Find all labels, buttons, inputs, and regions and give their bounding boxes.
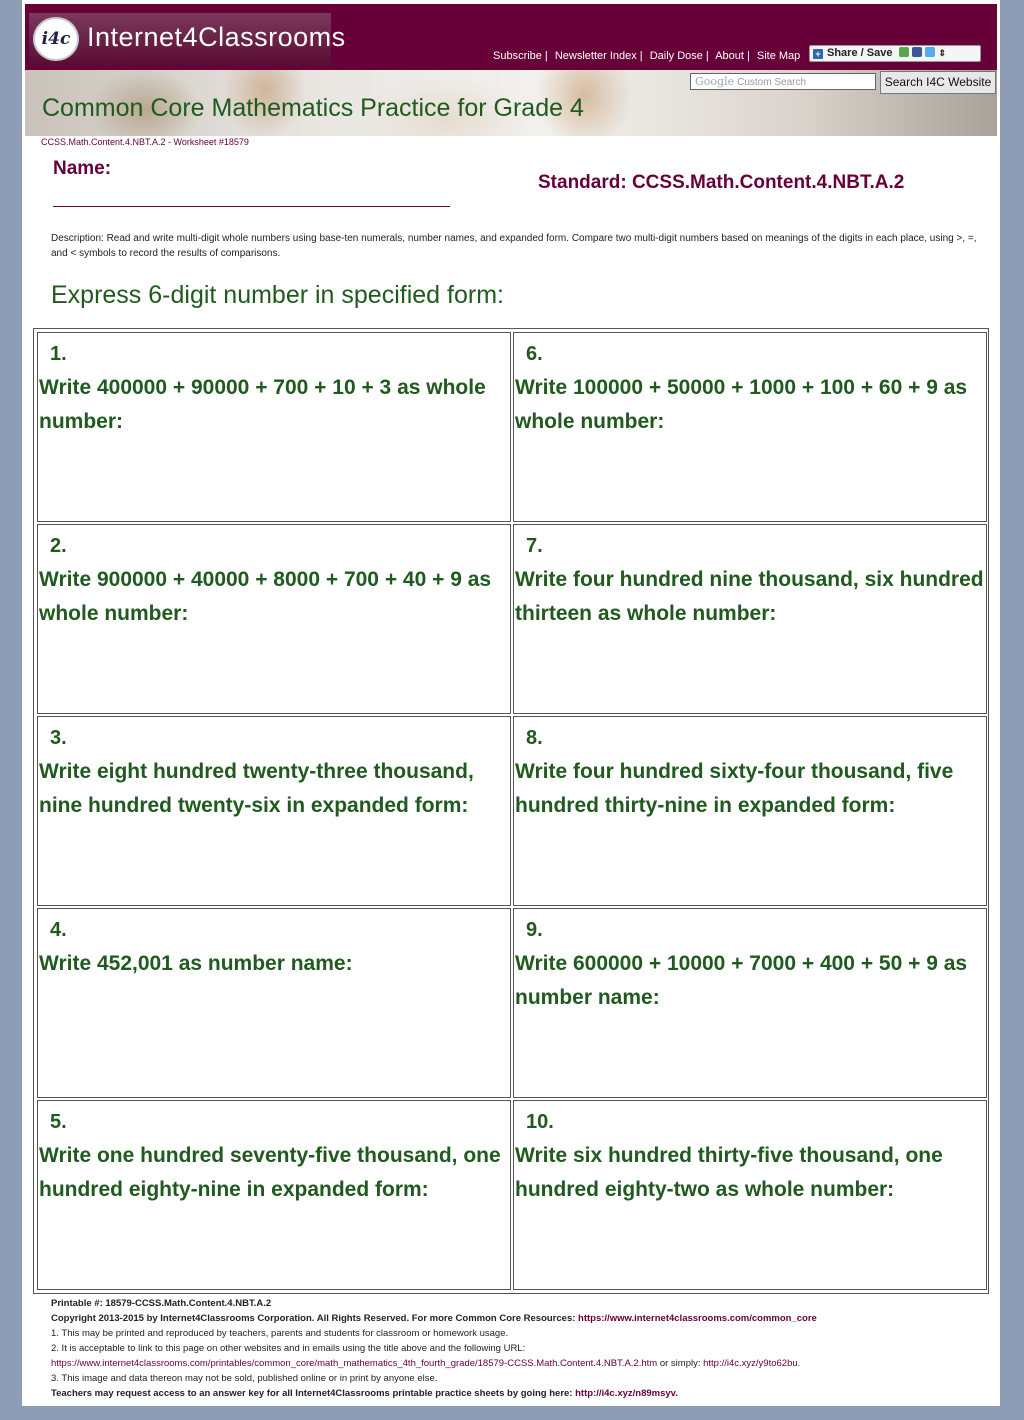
problem-number: 8.: [526, 727, 543, 749]
share-email-icon[interactable]: [899, 47, 909, 57]
problem-number: 10.: [526, 1111, 554, 1133]
problem-cell: [37, 332, 511, 522]
problem-text: Write six hundred thirty-five thousand, one hundred eighty-two as whole number:: [515, 1144, 943, 1201]
problem-number: 3.: [50, 727, 67, 749]
problem-text: Write four hundred nine thousand, six hundred thirteen as whole number:: [515, 568, 984, 625]
problem-text: Write 452,001 as number name:: [39, 952, 353, 975]
problem-number: 6.: [526, 343, 543, 365]
instruction-heading: Express 6-digit number in specified form:: [51, 281, 504, 309]
footer: [51, 1296, 991, 1401]
short-url-link[interactable]: http://i4c.xyz/y9to62bu: [703, 1358, 798, 1369]
twitter-icon[interactable]: [925, 47, 935, 57]
worksheet-url-link[interactable]: https://www.internet4classrooms.com/printables/common_core/math_mathematics_4th_fourth_grade/18579-CCSS.Math.Content.4.NBT.A.2.htm: [51, 1358, 658, 1369]
problem-cell: [513, 716, 987, 906]
search-button[interactable]: Search I4C Website: [880, 71, 996, 94]
problem-number: 9.: [526, 919, 543, 941]
common-core-link[interactable]: https://www.internet4classrooms.com/common_core: [578, 1313, 817, 1324]
problem-number: 4.: [50, 919, 67, 941]
share-plus-icon: +: [813, 49, 823, 59]
share-dropdown-icon[interactable]: ⇕: [938, 48, 947, 58]
problem-number: 5.: [50, 1111, 67, 1133]
google-logo: Google: [695, 75, 735, 88]
site-logo[interactable]: [29, 13, 346, 66]
problem-cell: [513, 332, 987, 522]
problem-text: Write 600000 + 10000 + 7000 + 400 + 50 + 9 as number name:: [515, 952, 968, 1009]
or-simply-text: or simply:: [659, 1358, 701, 1369]
facebook-icon[interactable]: [912, 47, 922, 57]
copyright-text: Copyright 2013-2015 by Internet4Classrooms Corporation. All Rights Reserved. For more Common Core Resources:: [51, 1313, 576, 1324]
search-input[interactable]: [690, 73, 876, 90]
problem-text: Write 100000 + 50000 + 1000 + 100 + 60 + 9 as whole number:: [515, 376, 968, 433]
problem-text: Write eight hundred twenty-three thousand, nine hundred twenty-six in expanded form:: [39, 760, 474, 817]
logo-text: Internet4Classrooms: [87, 22, 346, 52]
page-title: Common Core Mathematics Practice for Grade 4: [42, 94, 584, 122]
logo-badge-icon: i4c: [33, 17, 79, 61]
problem-number: 7.: [526, 535, 543, 557]
problems-grid: [33, 328, 989, 1294]
nav-daily-dose[interactable]: Daily Dose: [649, 50, 703, 62]
answer-key-text: Teachers may request access to an answer key for all Internet4Classrooms printable practice sheets by going here:: [51, 1388, 573, 1399]
usage-note-3: 3. This image and data thereon may not be sold, published online or in print by anyone else.: [51, 1373, 438, 1384]
problem-cell: [513, 524, 987, 714]
nav-site-map[interactable]: Site Map: [756, 50, 801, 62]
problem-cell: [37, 908, 511, 1098]
usage-note-2: 2. It is acceptable to link to this page on other websites and in emails using the title above and the following URL:: [51, 1343, 526, 1354]
printable-number: Printable #: 18579-CCSS.Math.Content.4.NBT.A.2: [51, 1298, 272, 1309]
share-label: Share / Save: [827, 47, 893, 59]
problem-text: Write 400000 + 90000 + 700 + 10 + 3 as whole number:: [39, 376, 486, 433]
problem-cell: [513, 1100, 987, 1290]
problem-text: Write one hundred seventy-five thousand, one hundred eighty-nine in expanded form:: [39, 1144, 501, 1201]
problem-cell: [513, 908, 987, 1098]
search-placeholder: Custom Search: [737, 77, 807, 88]
problem-cell: [37, 716, 511, 906]
problem-cell: [37, 524, 511, 714]
usage-note-2-urls: https://www.internet4classrooms.com/printables/common_core/math_mathematics_4th_fourth_grade/18579-CCSS.Math.Content.4.NBT.A.2.htm or simply: http://i4c.xyz/y9to62bu.: [51, 1358, 801, 1369]
name-line: [53, 206, 450, 207]
title-banner: [25, 70, 997, 136]
problem-text: Write 900000 + 40000 + 8000 + 700 + 40 + 9 as whole number:: [39, 568, 492, 625]
nav-newsletter-index[interactable]: Newsletter Index: [554, 50, 637, 62]
description: Description: Read and write multi-digit whole numbers using base-ten numerals, number names, and expanded form. Compare two multi-digit numbers based on meanings of the digits in each place, using >, =, and < symbols to record the results of comparisons.: [51, 233, 977, 259]
worksheet-page: [22, 0, 1000, 1406]
standard-label: Standard: CCSS.Math.Content.4.NBT.A.2: [538, 172, 905, 193]
top-navigation: Subscribe | Newsletter Index | Daily Dose | About | Site Map: [493, 50, 801, 62]
answer-key-link[interactable]: http://i4c.xyz/n89msyv: [575, 1388, 676, 1399]
problem-number: 2.: [50, 535, 67, 557]
problem-cell: [37, 1100, 511, 1290]
share-save-button[interactable]: [809, 45, 981, 62]
usage-note-1: 1. This may be printed and reproduced by teachers, parents and students for classroom or homework usage.: [51, 1328, 509, 1339]
worksheet-reference: CCSS.Math.Content.4.NBT.A.2 - Worksheet #18579: [41, 137, 249, 147]
nav-about[interactable]: About: [715, 50, 744, 62]
answer-key-line: Teachers may request access to an answer key for all Internet4Classrooms printable practice sheets by going here: http://i4c.xyz/n89msyv.: [51, 1388, 678, 1399]
site-header: [25, 4, 997, 70]
nav-subscribe[interactable]: Subscribe: [493, 50, 542, 62]
copyright-line: [51, 1311, 991, 1326]
problem-text: Write four hundred sixty-four thousand, five hundred thirty-nine in expanded form:: [515, 760, 954, 817]
problem-number: 1.: [50, 343, 67, 365]
name-label: Name:: [53, 158, 112, 179]
